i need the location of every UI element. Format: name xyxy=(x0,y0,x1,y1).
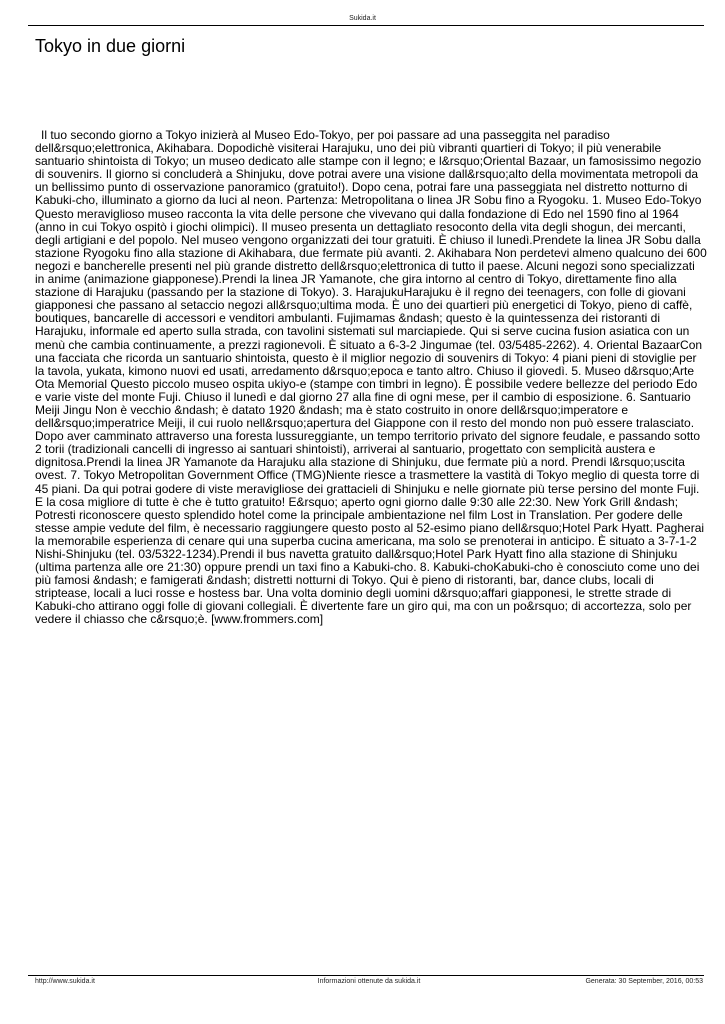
article-body xyxy=(35,129,707,627)
footer-divider xyxy=(28,975,704,976)
footer-generated-date: Generata: 30 September, 2016, 00:53 xyxy=(585,978,703,985)
site-header: Sukida.it xyxy=(349,15,376,22)
header-divider xyxy=(28,25,704,26)
footer-url: http://www.sukida.it xyxy=(35,978,95,985)
footer-source: Informazioni ottenute da sukida.it xyxy=(317,978,421,985)
article-text: Il tuo secondo giorno a Tokyo inizierà al Museo Edo-Tokyo, per poi passare ad una passeggita nel paradiso dell&rsquo;elettronica, Akihabara. Dopodichè visiterai Harajuku, uno dei più vibranti quartieri di Tokyo; il più venerabile santuario shintoista di Tokyo; un museo dedicato alle stampe con il legno; e l&rsquo;Oriental Bazaar, un famosissimo negozio di souvenirs. Il giorno si concluderà a Shinjuku, dove potrai avere una visione dall&rsquo;alto della movimentata metropoli da un bellissimo punto di osservazione panoramico (gratuito!). Dopo cena, potrai fare una passeggiata nel distretto notturno di Kabuki-cho, illuminato a giorno da luci al neon. Partenza: Metropolitana o linea JR Sobu fino a Ryogoku. 1. Museo Edo-Tokyo Questo meraviglioso museo racconta la vita delle persone che vivevano qui dalla fondazione di Edo nel 1590 fino al 1964 (anno in cui Tokyo ospitò i giochi olimpici). Il museo presenta un dettagliato resoconto della vita degli shogun, dei mercanti, degli artigiani e del popolo. Nel museo vengono organizzati dei tour gratuiti. È chiuso il lunedì.Prendete la linea JR Sobu dalla stazione Ryogoku fino alla stazione di Akihabara, due fermate più avanti. 2. Akihabara Non perdetevi almeno qualcuno dei 600 negozi e bancherelle presenti nel più grande distretto dell&rsquo;elettronica di tutto il paese. Alcuni negozi sono specializzati in anime (animazione giapponese).Prendi la linea JR Yamanote, che gira intorno al centro di Tokyo, direttamente fino alla stazione di Harajuku (passando per la stazione di Tokyo). 3. HarajukuHarajuku è il regno dei teenagers, con folle di giovani giapponesi che passano al setaccio negozi all&rsquo;ultima moda. È uno dei quartieri più energetici di Tokyo, pieno di caffè, boutiques, bancarelle di accessori e venditori ambulanti. Fujimamas &ndash; questo è la quintessenza dei ristoranti di Harajuku, informale ed aperto sulla strada, con tavolini sistemati sul marciapiede. Qui si serve cucina fusion asiatica con un menù che cambia continuamente, a prezzi ragionevoli. È situato a 6-3-2 Jingumae (tel. 03/5485-2262). 4. Oriental BazaarCon una facciata che ricorda un santuario shintoista, questo è il miglior negozio di souvenirs di Tokyo: 4 piani pieni di stoviglie per la tavola, yukata, kimono nuovi ed usati, arredamento d&rsquo;epoca e tanto altro. Chiuso il giovedì. 5. Museo d&rsquo;Arte Ota Memorial Questo piccolo museo ospita ukiyo-e (stampe con timbri in legno). È possibile vedere bellezze del periodo Edo e varie viste del monte Fuji. Chiuso il lunedì e dal giorno 27 alla fine di ogni mese, per il cambio di esposizione. 6. Santuario Meiji Jingu Non è vecchio &ndash; è datato 1920 &ndash; ma è stato costruito in onore dell&rsquo;imperatore e dell&rsquo;imperatrice Meiji, il cui ruolo nell&rsquo;apertura del Giappone con il resto del mondo non può essere tralasciato. Dopo aver camminato attraverso una foresta lussureggiante, un tempo territorio privato del signore feudale, e passando sotto 2 torii (tradizionali cancelli di ingresso ai santuari shintoisti), arriverai al santuario, progettato con semplicità austera e dignitosa.Prendi la linea JR Yamanote da Harajuku alla stazione di Shinjuku, due fermate più a nord. Prendi l&rsquo;uscita ovest. 7. Tokyo Metropolitan Government Office (TMG)Niente riesce a trasmettere la vastità di Tokyo meglio di questa torre di 45 piani. Da qui potrai godere di viste meravigliose dei grattacieli di Shinjuku e nelle giornate più terse persino del monte Fuji. E la cosa migliore di tutte è che è tutto gratuito! E&rsquo; aperto ogni giorno dalle 9:30 alle 22:30. New York Grill &ndash; Potresti riconoscere questo splendido hotel come la principale ambientazione nel film Lost in Translation. Per godere delle stesse ampie vedute del film, è necessario raggiungere questo posto al 52-esimo piano dell&rsquo;Hotel Park Hyatt. Pagherai la memorabile esperienza di cenare qui una superba cucina americana, ma solo se prenoterai in anticipo. È situato a 3-7-1-2 Nishi-Shinjuku (tel. 03/5322-1234).Prendi il bus navetta gratuito dall&rsquo;Hotel Park Hyatt fino alla stazione di Shinjuku (ultima partenza alle ore 21:30) oppure prendi un taxi fino a Kabuki-cho. 8. Kabuki-choKabuki-cho è conosciuto come uno dei più famosi &ndash; e famigerati &ndash; distretti notturni di Tokyo. Qui è pieno di ristoranti, bar, dance clubs, locali di striptease, locali a luci rosse e hostess bar. Una volta dominio degli uomini d&rsquo;affari giapponesi, le strette strade di Kabuki-cho attirano oggi folle di giovani collegiali. È divertente fare un giro qui, ma con un po&rsquo; di accortezza, solo per vedere il chiasso che c&rsquo;è. [www.frommers.com] xyxy=(35,128,707,627)
page-title: Tokyo in due giorni xyxy=(35,36,186,56)
